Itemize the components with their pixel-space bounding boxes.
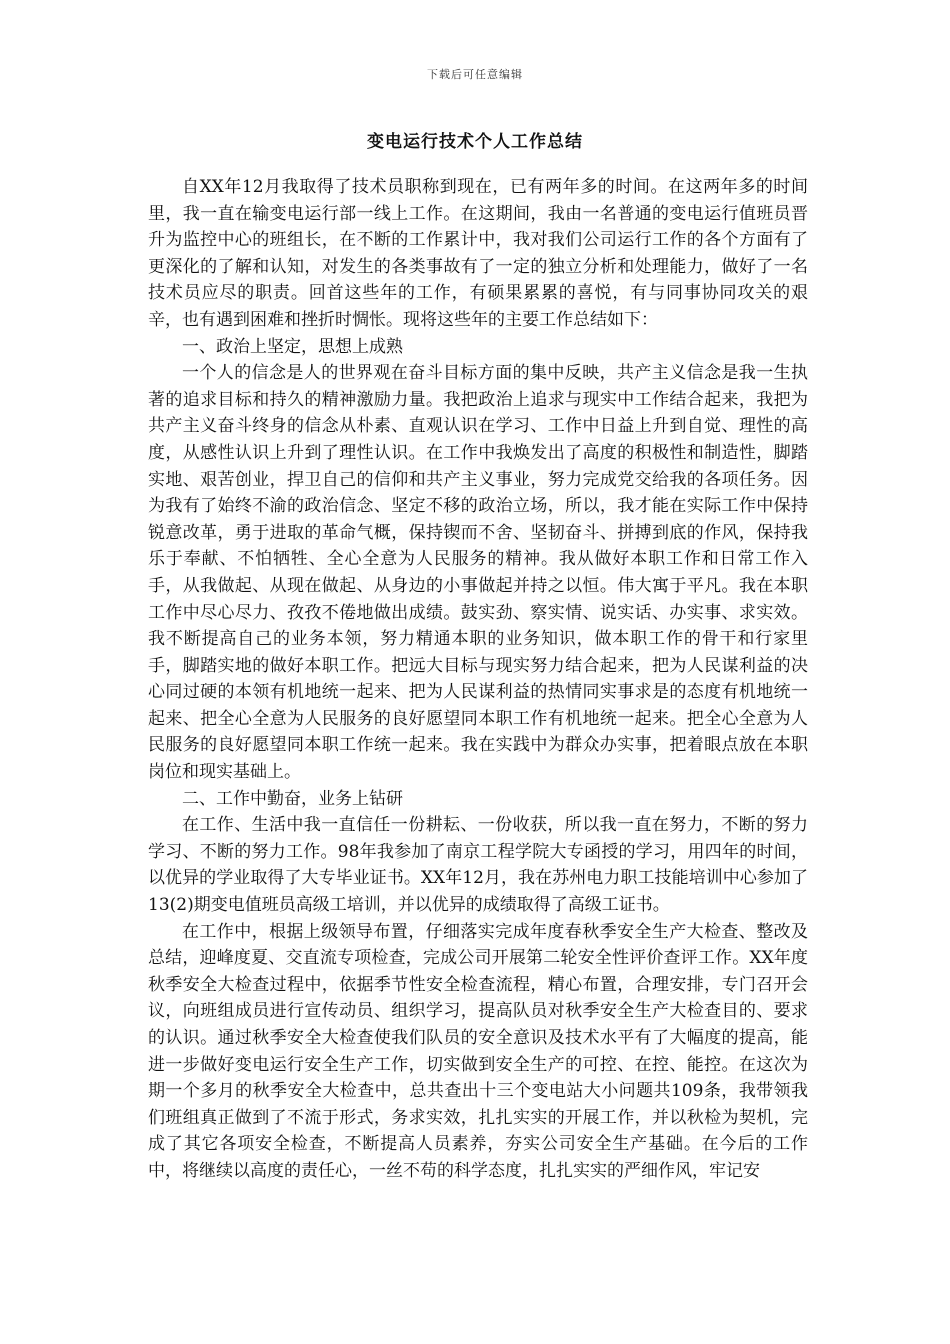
paragraph-politics: 一个人的信念是人的世界观在奋斗目标方面的集中反映，共产主义信念是我一生执著的追求目标和持久的精神激励力量。我把政治上追求与现实中工作结合起来，我把为共产主义奋斗终身的信念从朴素、直观认识在学习、工作中日益上升到自觉、理性的高度，从感性认识上升到了理性认识。在工作中我焕发出了高度的积极性和制造性，脚踏实地、艰苦创业，捍卫自己的信仰和共产主义事业，努力完成党交给我的各项任务。因为我有了始终不渝的政治信念、坚定不移的政治立场，所以，我才能在实际工作中保持锐意改革，勇于进取的革命气概，保持锲而不舍、坚韧奋斗、拼搏到底的作风，保持我乐于奉献、不怕牺牲、全心全意为人民服务的精神。我从做好本职工作和日常工作入手，从我做起、从现在做起、从身边的小事做起并持之以恒。伟大寓于平凡。我在本职工作中尽心尽力、孜孜不倦地做出成绩。鼓实劲、察实情、说实话、办实事、求实效。我不断提高自己的业务本领，努力精通本职的业务知识，做本职工作的骨干和行家里手，脚踏实地的做好本职工作。把远大目标与现实努力结合起来，把为人民谋利益的决心同过硬的本领有机地统一起来、把为人民谋利益的热情同实事求是的态度有机地统一起来、把全心全意为人民服务的良好愿望同本职工作有机地统一起来。把全心全意为人民服务的良好愿望同本职工作统一起来。我在实践中为群众办实事，把着眼点放在本职岗位和现实基础上。 [148, 363, 808, 783]
paragraph-safety-inspection: 在工作中，根据上级领导布置，仔细落实完成年度春秋季安全生产大检查、整改及总结，迎峰度夏、交直流专项检查，完成公司开展第二轮安全性评价查评工作。XX年度秋季安全大检查过程中，依据季节性安全检查流程，精心布置，合理安排，专门召开会议，向班组成员进行宣传动员、组织学习，提高队员对秋季安全生产大检查目的、要求的认识。通过秋季安全大检查使我们队员的安全意识及技术水平有了大幅度的提高，能进一步做好变电运行安全生产工作，切实做到安全生产的可控、在控、能控。在这次为期一个多月的秋季安全大检查中，总共查出十三个变电站大小问题共109条，我带领我们班组真正做到了不流于形式，务求实效，扎扎实实的开展工作，并以秋检为契机，完成了其它各项安全检查，不断提高人员素养，夯实公司安全生产基础。在今后的工作中，将继续以高度的责任心，一丝不苟的科学态度，扎扎实实的严细作风，牢记安 [148, 921, 808, 1181]
page-header-note: 下载后可任意编辑 [427, 68, 523, 81]
document-body [148, 174, 808, 1185]
paragraph-intro: 自XX年12月我取得了技术员职称到现在，已有两年多的时间。在这两年多的时间里，我一直在输变电运行部一线上工作。在这期间，我由一名普通的变电运行值班员晋升为监控中心的班组长，在不断的工作累计中，我对我们公司运行工作的各个方面有了更深化的了解和认知，对发生的各类事故有了一定的独立分析和处理能力，做好了一名技术员应尽的职责。回首这些年的工作，有硕果累累的喜悦，有与同事协同攻关的艰辛，也有遇到困难和挫折时惆怅。现将这些年的主要工作总结如下： [148, 177, 808, 330]
paragraph-study: 在工作、生活中我一直信任一份耕耘、一份收获，所以我一直在努力，不断的努力学习、不断的努力工作。98年我参加了南京工程学院大专函授的学习，用四年的时间，以优异的学业取得了大专毕业证书。XX年12月，我在苏州电力职工技能培训中心参加了13(2)期变电值班员高级工培训，并以优异的成绩取得了高级工证书。 [148, 815, 808, 916]
section-heading-politics: 一、政治上坚定，思想上成熟 [182, 336, 403, 357]
section-heading-work: 二、工作中勤奋，业务上钻研 [182, 788, 403, 809]
document-title: 变电运行技术个人工作总结 [367, 132, 583, 152]
